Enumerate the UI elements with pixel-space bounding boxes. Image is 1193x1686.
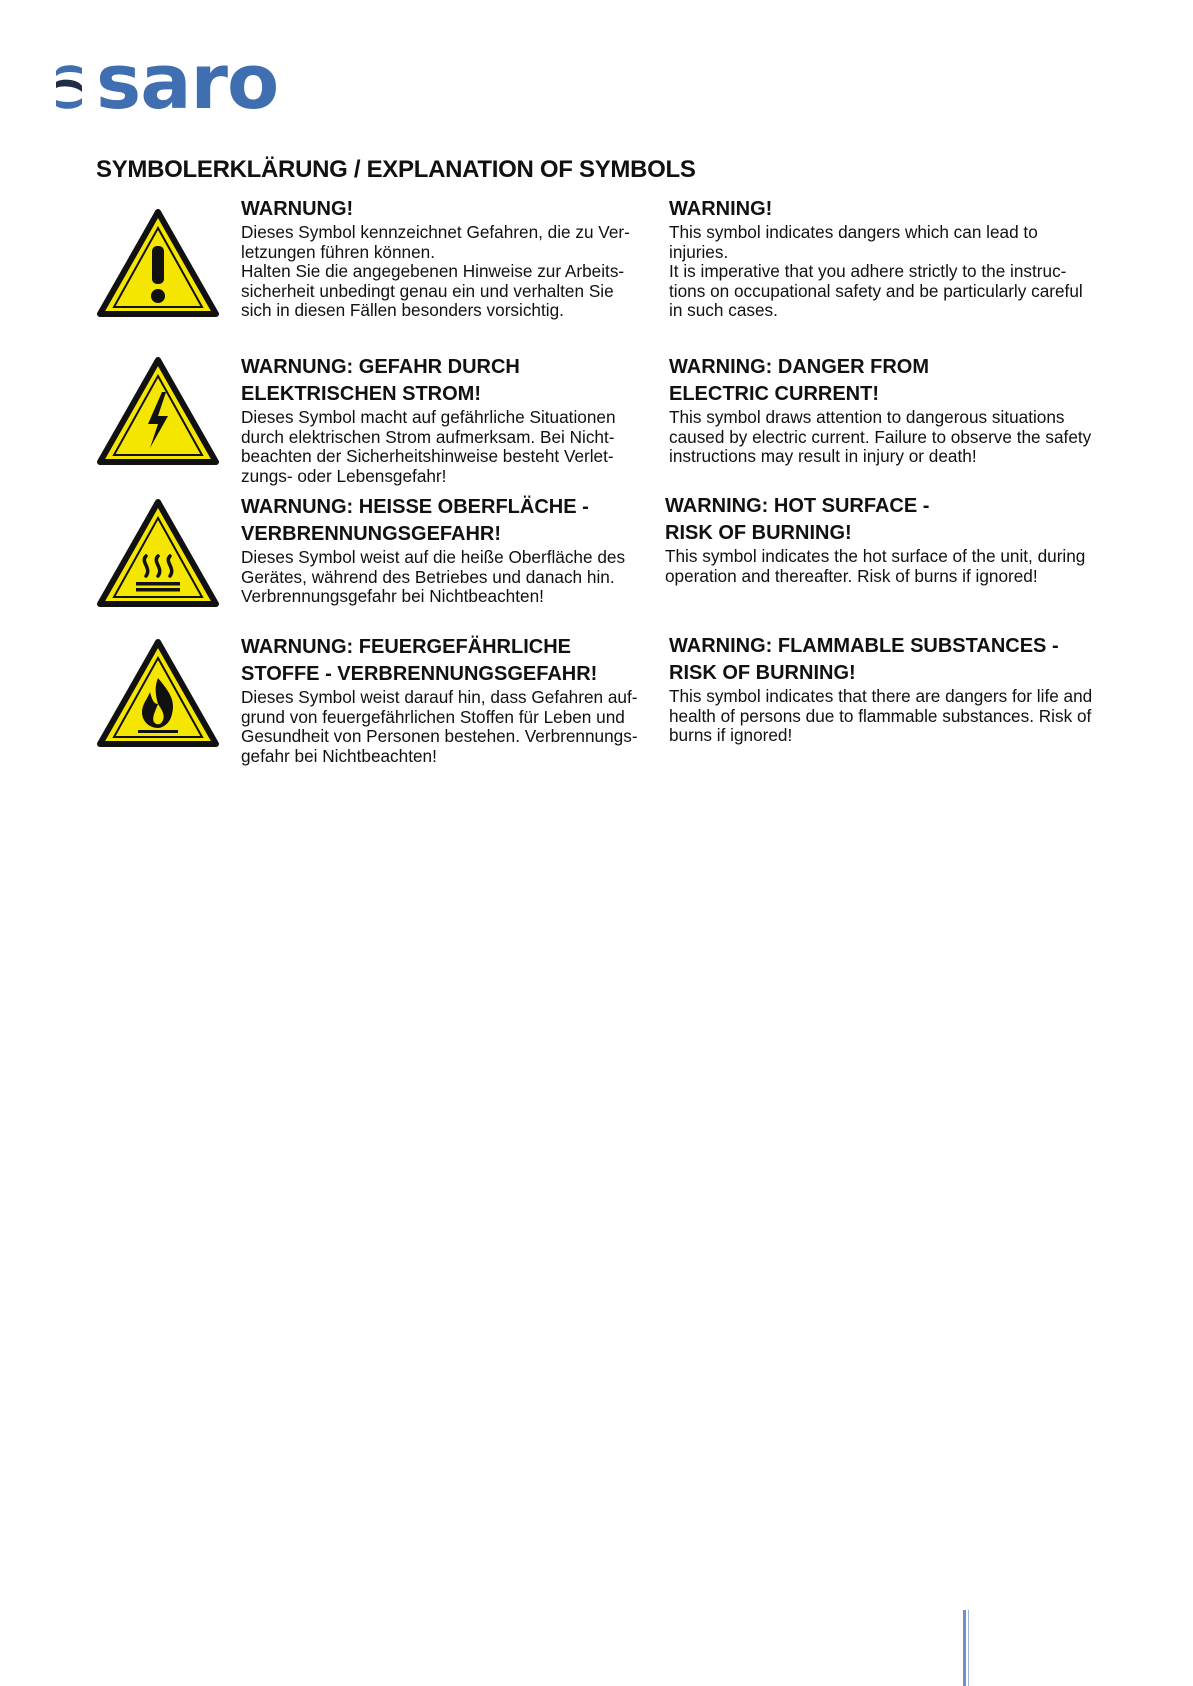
warning-en-text: [669, 196, 1129, 321]
saro-logo: [52, 37, 292, 126]
electric-en-text: [669, 354, 1129, 467]
warning-en-line: It is imperative that you adhere strictly to the instruc-: [669, 261, 1067, 281]
warning-de-text: [241, 196, 661, 321]
flammable-de-line: Dieses Symbol weist darauf hin, dass Gefahren auf-: [241, 687, 638, 707]
symbol-entry-warning: [96, 196, 1126, 326]
electric-de-line: durch elektrischen Strom aufmerksam. Bei Nicht-: [241, 426, 615, 447]
warning-en-line: injuries.: [669, 241, 729, 262]
hot-surface-de-line: Dieses Symbol weist auf die heiße Oberfläche des: [241, 547, 626, 567]
electric-de-line: Dieses Symbol macht auf gefährliche Situationen: [241, 407, 616, 427]
electric-en-line: This symbol draws attention to dangerous situations: [669, 407, 1065, 427]
warning-de-line: Dieses Symbol kennzeichnet Gefahren, die zu Ver-: [241, 222, 630, 242]
flammable-en-heading-line-1: WARNING: FLAMMABLE SUBSTANCES -: [669, 635, 1059, 657]
hot-surface-de-heading-line-2: VERBRENNUNGSGEFAHR!: [241, 523, 502, 545]
hot-surface-de-text: [241, 494, 661, 607]
electric-de-heading-line-1: WARNUNG: GEFAHR DURCH: [241, 356, 520, 378]
warning-de-line: sich in diesen Fällen besonders vorsichtig.: [241, 300, 564, 320]
warning-de-line: Halten Sie die angegebenen Hinweise zur Arbeits-: [241, 261, 625, 281]
flammable-de-line: grund von feuergefährlichen Stoffen für Leben und: [241, 706, 625, 727]
general-warning-icon: [96, 208, 220, 320]
flammable-en-line: This symbol indicates that there are dangers for life and: [669, 686, 1093, 706]
symbol-entry-hot-surface: [96, 494, 1126, 614]
hot-surface-en-line: operation and thereafter. Risk of burns if ignored!: [665, 565, 1038, 586]
flammable-substances-warning-icon: [96, 638, 220, 750]
electric-en-line: instructions may result in injury or death!: [669, 446, 977, 466]
warning-en-line: tions on occupational safety and be particularly careful: [669, 280, 1083, 301]
footer-vertical-rule-secondary: [968, 1610, 969, 1686]
electric-en-line: caused by electric current. Failure to observe the safety: [669, 426, 1092, 447]
hot-surface-warning-icon: [96, 498, 220, 610]
hot-surface-en-heading-line-2: RISK OF BURNING!: [665, 522, 852, 544]
flammable-de-text: [241, 634, 661, 766]
warning-de-heading: WARNUNG!: [241, 198, 354, 220]
warning-en-line: in such cases.: [669, 300, 778, 320]
electric-en-heading-line-1: WARNING: DANGER FROM: [669, 356, 929, 378]
hot-surface-en-line: This symbol indicates the hot surface of the unit, during: [665, 546, 1086, 566]
electric-de-line: zungs- oder Lebensgefahr!: [241, 465, 447, 486]
electric-de-heading-line-2: ELEKTRISCHEN STROM!: [241, 383, 481, 405]
page-title: SYMBOLERKLÄRUNG / EXPLANATION OF SYMBOLS: [96, 156, 696, 183]
hot-surface-de-line: Gerätes, während des Betriebes und danach hin.: [241, 566, 615, 587]
electric-de-text: [241, 354, 661, 486]
flammable-en-text: [669, 633, 1129, 746]
warning-de-line: letzungen führen können.: [241, 241, 435, 262]
flammable-de-heading-line-2: STOFFE - VERBRENNUNGSGEFAHR!: [241, 663, 598, 685]
electric-de-line: beachten der Sicherheitshinweise besteht Verlet-: [241, 446, 614, 466]
saro-logo-wordmark: saro: [96, 37, 279, 126]
flammable-en-line: health of persons due to flammable substances. Risk of: [669, 705, 1092, 726]
hot-surface-en-heading-line-1: WARNING: HOT SURFACE -: [665, 495, 930, 517]
saro-logo-mark-icon: [52, 62, 86, 112]
hot-surface-en-text: [665, 493, 1125, 586]
electric-en-heading-line-2: ELECTRIC CURRENT!: [669, 383, 879, 405]
flammable-en-heading-line-2: RISK OF BURNING!: [669, 662, 856, 684]
footer-vertical-rule: [963, 1610, 966, 1686]
hot-surface-de-heading-line-1: WARNUNG: HEISSE OBERFLÄCHE -: [241, 496, 589, 518]
symbol-entry-electric-current: [96, 354, 1126, 484]
flammable-de-line: Gesundheit von Personen bestehen. Verbrennungs-: [241, 726, 638, 746]
flammable-de-heading-line-1: WARNUNG: FEUERGEFÄHRLICHE: [241, 636, 571, 658]
symbol-entry-flammable: [96, 634, 1126, 774]
electric-shock-warning-icon: [96, 356, 220, 468]
warning-en-line: This symbol indicates dangers which can lead to: [669, 222, 1038, 242]
warning-en-heading: WARNING!: [669, 198, 773, 220]
flammable-en-line: burns if ignored!: [669, 725, 793, 745]
warning-de-line: sicherheit unbedingt genau ein und verhalten Sie: [241, 280, 614, 301]
hot-surface-de-line: Verbrennungsgefahr bei Nichtbeachten!: [241, 586, 544, 606]
flammable-de-line: gefahr bei Nichtbeachten!: [241, 745, 437, 766]
